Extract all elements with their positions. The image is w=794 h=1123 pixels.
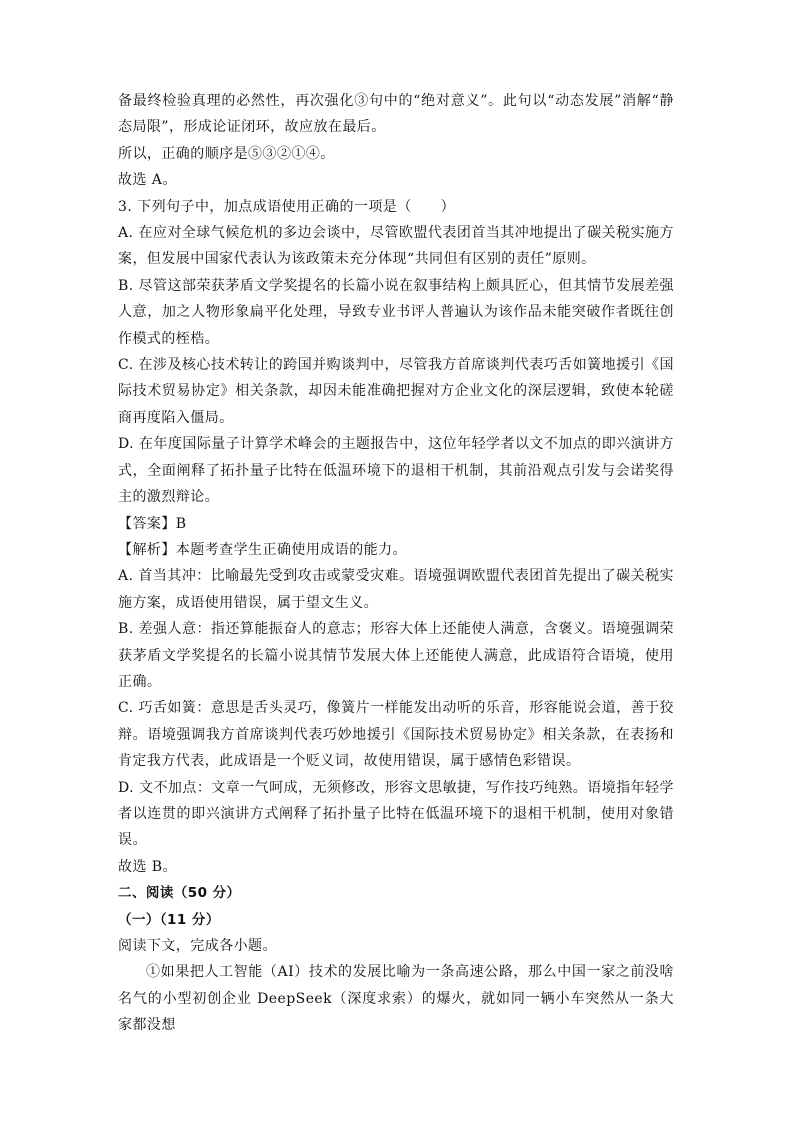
paragraph-answer-choice: 故选 A。 — [118, 172, 177, 189]
option-c: C. 在涉及核心技术转让的跨国并购谈判中，尽管我方首席谈判代表巧舌如簧地援引《国际技术贸易协定》相关条款，却因未能准确把握对方企业文化的深层逻辑，致使本轮磋商再度陷入僵局。 — [118, 357, 674, 426]
answer-label: 【答案】B — [118, 515, 187, 532]
reading-passage-paragraph-1: ①如果把人工智能（AI）技术的发展比喻为一条高速公路，那么中国一家之前没啥名气的小型初创企业 DeepSeek（深度求索）的爆火，就如同一辆小车突然从一条大家都没想 — [118, 964, 674, 1034]
analysis-d: D. 文不加点：文章一气呵成，无须修改，形容文思敏捷，写作技巧纯熟。语境指年轻学者以连贯的即兴演讲方式阐释了拓扑量子比特在低温环境下的退相干机制，使用对象错误。 — [118, 779, 674, 849]
option-b: B. 尽管这部荣获茅盾文学奖提名的长篇小说在叙事结构上颇具匠心，但其情节发展差强人意，加之人物形象扁平化处理，导致专业书评人普遍认为该作品未能突破作者既往创作模式的桎梏。 — [118, 277, 674, 347]
question-3-stem: 3. 下列句子中，加点成语使用正确的一项是（ ） — [118, 198, 456, 215]
analysis-intro: 【解析】本题考查学生正确使用成语的能力。 — [118, 541, 407, 558]
option-a: A. 在应对全球气候危机的多边会谈中，尽管欧盟代表团首当其冲地提出了碳关税实施方案，但发展中国家代表认为该政策未充分体现“共同但有区别的责任”原则。 — [118, 225, 674, 268]
reading-instruction: 阅读下文，完成各小题。 — [118, 938, 277, 954]
analysis-b: B. 差强人意：指还算能振奋人的意志；形容大体上还能使人满意，含褒义。语境强调荣获茅盾文学奖提名的长篇小说其情节发展大体上还能使人满意，此成语符合语境，使用正确。 — [118, 621, 674, 690]
section-heading-reading: 二、阅读（50 分） — [118, 885, 241, 902]
paragraph-continuation: 备最终检验真理的必然性，再次强化③句中的“绝对意义”。此句以“动态发展”消解“静态局限”，形成论证闭环，故应放在最后。 — [118, 93, 674, 136]
analysis-c: C. 巧舌如簧：意思是舌头灵巧，像簧片一样能发出动听的乐音，形容能说会道，善于狡辩。语境强调我方首席谈判代表巧妙地援引《国际技术贸易协定》相关条款，在表扬和肯定我方代表，此成语是一个贬义词，故使用错误，属于感情色彩错误。 — [118, 700, 674, 770]
analysis-a: A. 首当其冲：比喻最先受到攻击或蒙受灾难。语境强调欧盟代表团首先提出了碳关税实施方案，成语使用错误，属于望文生义。 — [118, 568, 674, 611]
subsection-heading: （一）（11 分） — [118, 911, 220, 928]
option-d: D. 在年度国际量子计算学术峰会的主题报告中，这位年轻学者以文不加点的即兴演讲方式，全面阐释了拓扑量子比特在低温环境下的退相干机制，其前沿观点引发与会诺奖得主的激烈辩论。 — [118, 436, 674, 506]
paragraph-order-conclusion: 所以，正确的顺序是⑤③②①④。 — [118, 145, 335, 162]
document-body — [118, 88, 674, 1039]
final-answer: 故选 B。 — [118, 858, 177, 875]
